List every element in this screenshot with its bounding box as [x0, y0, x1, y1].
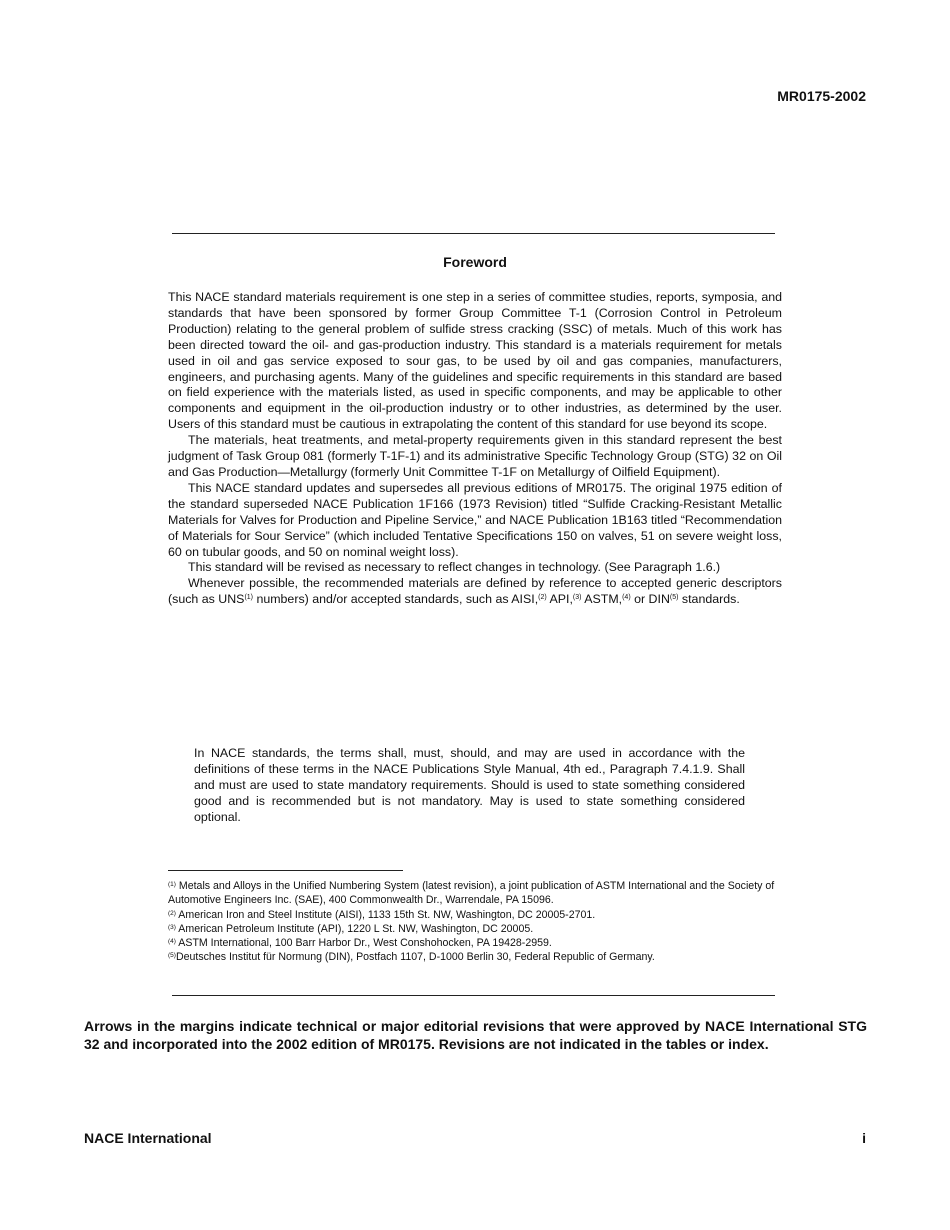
- footnote-3: [168, 922, 788, 936]
- terminology-note: In NACE standards, the terms shall, must, should, and may are used in accordance with the definitions of these terms in the NACE Publications Style Manual, 4th ed., Paragraph 7.4.1.9. Shall and must are used to state mandatory requirements. Should is used to state something considered good and is recommended but is not mandatory. May is used to state something considered optional.: [194, 746, 745, 824]
- document-number: MR0175-2002: [777, 88, 866, 104]
- footnote-mark-4: (4): [168, 938, 176, 946]
- footnote-mark-3: (3): [168, 923, 176, 931]
- footnote-text-5: Deutsches Institut für Normung (DIN), Postfach 1107, D-1000 Berlin 30, Federal Republic of Germany.: [175, 951, 655, 964]
- footnote-2: [168, 908, 788, 922]
- p5-text-1: Whenever possible, the recommended materials are defined by reference to accepted generic descriptors (such as UNS: [168, 576, 782, 607]
- footnote-text-1: Metals and Alloys in the Unified Numbering System (latest revision), a joint publication of ASTM International and the Society of Automotive Engineers Inc. (SAE), 400 Commonwealth Dr., Warrendale, PA 15096.: [168, 880, 775, 907]
- p5-text-4: ASTM,: [581, 592, 623, 607]
- p5-text-2: numbers) and/or accepted standards, such as AISI,: [253, 592, 539, 607]
- page-number: i: [862, 1130, 866, 1146]
- p5-text-6: standards.: [678, 592, 740, 607]
- footnote-divider: [168, 870, 403, 871]
- footnote-ref-5: (5): [669, 594, 679, 602]
- footnote-ref-4: (4): [622, 594, 631, 602]
- footnote-text-4: ASTM International, 100 Barr Harbor Dr., West Conshohocken, PA 19428-2959.: [175, 937, 552, 950]
- foreword-paragraph-5: [168, 576, 782, 608]
- top-divider: [172, 233, 775, 234]
- foreword-body: [168, 290, 782, 608]
- footnote-mark-5: (5): [168, 952, 176, 960]
- p5-text-3: API,: [546, 592, 573, 607]
- footnote-mark-2: (2): [168, 909, 176, 917]
- footnote-text-2: American Iron and Steel Institute (AISI), 1133 15th St. NW, Washington, DC 20005-2701.: [175, 908, 596, 921]
- footnote-4: [168, 936, 788, 950]
- bottom-divider: [172, 995, 775, 996]
- foreword-paragraph-1: This NACE standard materials requirement is one step in a series of committee studies, reports, symposia, and standards that have been sponsored by former Group Committee T-1 (Corrosion Control in Petroleum Production) relating to the general problem of sulfide stress cracking (SSC) of metals. Much of this work has been directed toward the oil- and gas-production industry. This standard is a materials requirement for metals used in oil and gas service exposed to sour gas, to be used by oil and gas companies, manufacturers, engineers, and purchasing agents. Many of the guidelines and specific requirements in this standard are based on field experience with the materials listed, as used in specific components, and may be applicable to other components and equipment in the oil-production industry or to other industries, as determined by the user. Users of this standard must be cautious in extrapolating the content of this standard for use beyond its scope.: [168, 290, 782, 432]
- p5-text-5: or DIN: [630, 592, 670, 607]
- footnote-1: [168, 879, 788, 908]
- footnote-mark-1: (1): [168, 881, 176, 888]
- footer-publisher: NACE International: [84, 1130, 212, 1146]
- footnote-ref-3: (3): [572, 594, 582, 602]
- foreword-title: Foreword: [443, 254, 507, 270]
- foreword-paragraph-4: This standard will be revised as necessary to reflect changes in technology. (See Paragraph 1.6.): [188, 560, 721, 575]
- footnotes: [168, 879, 788, 965]
- footnote-ref-1: (1): [244, 594, 253, 602]
- footnote-5: [168, 950, 788, 964]
- footnote-ref-2: (2): [538, 594, 547, 602]
- foreword-paragraph-2: The materials, heat treatments, and metal-property requirements given in this standard represent the best judgment of Task Group 081 (formerly T-1F-1) and its administrative Specific Technology Group (STG) 32 on Oil and Gas Production—Metallurgy (formerly Unit Committee T-1F on Metallurgy of Oilfield Equipment).: [168, 433, 782, 479]
- footnote-text-3: American Petroleum Institute (API), 1220 L St. NW, Washington, DC 20005.: [175, 922, 534, 935]
- foreword-paragraph-3: This NACE standard updates and supersedes all previous editions of MR0175. The original 1975 edition of the standard superseded NACE Publication 1F166 (1973 Revision) titled “Sulfide Cracking-Resistant Metallic Materials for Valves for Production and Pipeline Service,” and NACE Publication 1B163 titled “Recommendation of Materials for Sour Service” (which included Tentative Specifications 150 on valves, 51 on severe weight loss, 60 on tubular goods, and 50 on nominal weight loss).: [168, 480, 782, 559]
- revision-note: Arrows in the margins indicate technical or major editorial revisions that were approved by NACE International STG 32 and incorporated into the 2002 edition of MR0175. Revisions are not indicated in the tables or index.: [84, 1018, 867, 1052]
